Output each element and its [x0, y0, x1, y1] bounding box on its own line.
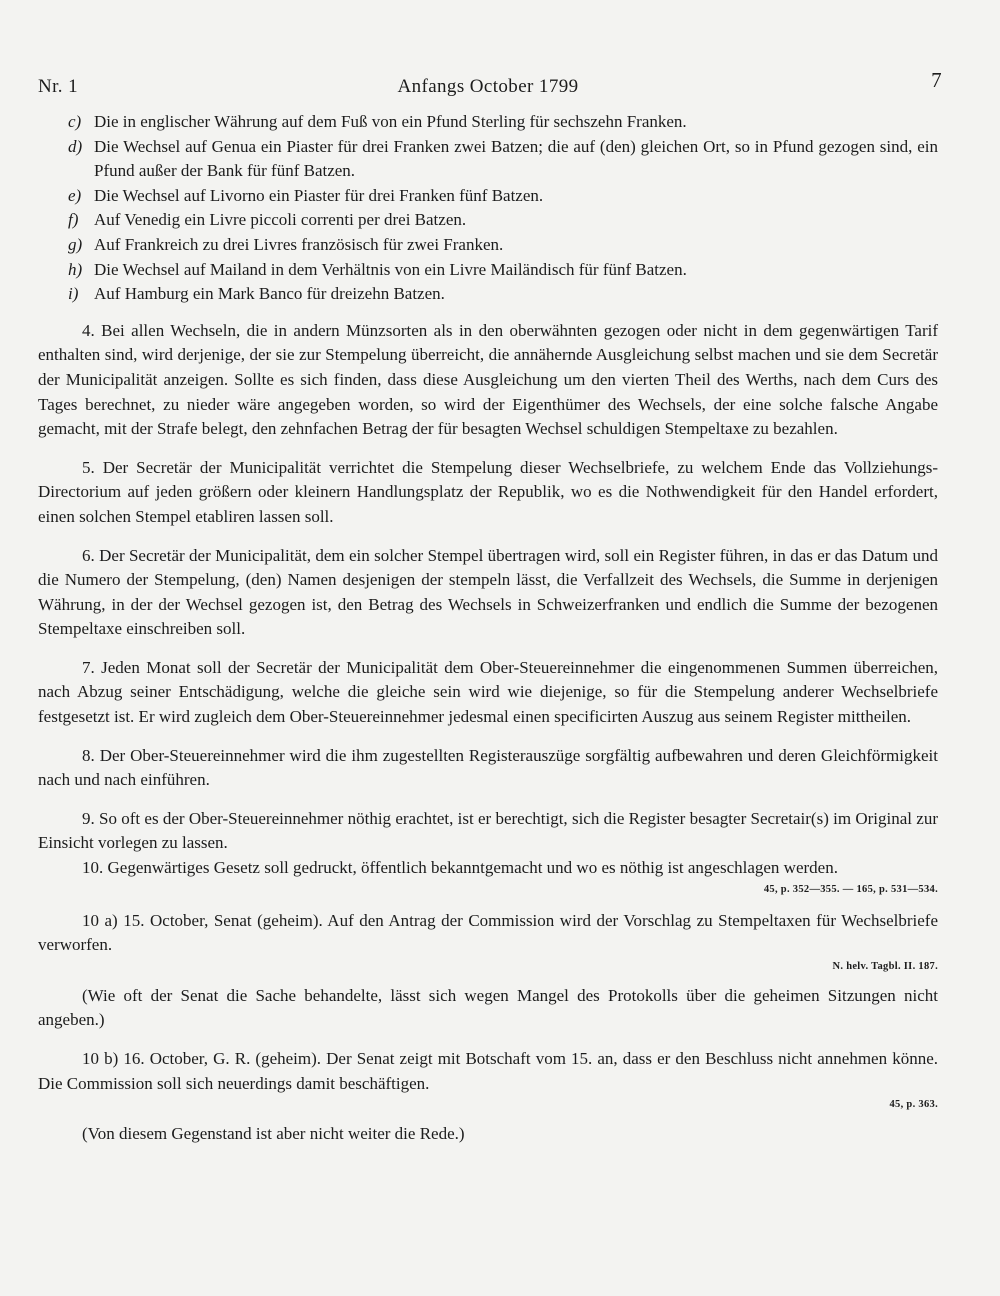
list-item-text: Die in englischer Währung auf dem Fuß von ein Pfund Sterling für sechszehn Franken. [94, 112, 687, 131]
list-item-text: Die Wechsel auf Livorno ein Piaster für drei Franken fünf Batzen. [94, 185, 544, 205]
list-item-text: Auf Frankreich zu drei Livres französisch für zwei Franken. [94, 234, 504, 254]
list-marker: d) [68, 136, 83, 156]
paragraph-9: 9. So oft es der Ober-Steuereinnehmer nöthig erachtet, ist er berechtigt, sich die Register besagter Secretair(s) im Original zur Einsicht vorlegen zu lassen. [38, 808, 938, 853]
list-marker: h) [68, 259, 83, 279]
tariff-list [38, 110, 938, 307]
document-page [38, 68, 942, 1147]
source-reference: 45, p. 363. [889, 1099, 938, 1111]
paragraph-5: 5. Der Secretär der Municipalität verrichtet die Stempelung dieser Wechselbriefe, zu welchem Ende das Vollziehungs-Directorium auf jeden größern oder kleinern Handlungsplatz der Republik, wo es die Nothwendigkeit für den Handel erfordert, einen solchen Stempel etabliren lassen soll. [38, 457, 938, 526]
document-number: Nr. 1 [38, 76, 78, 97]
paragraph-10b-block [38, 1047, 938, 1110]
list-item [38, 110, 938, 135]
page-number: 7 [931, 68, 942, 92]
list-item [38, 258, 938, 283]
list-item-text: Die Wechsel auf Genua ein Piaster für drei Franken zwei Batzen; die auf (den) gleichen Ort, so in Pfund gezogen sind, ein Pfund außer der Bank für fünf Batzen. [94, 136, 938, 181]
list-marker: i) [68, 284, 79, 304]
paragraph-10b: 10 b) 16. October, G. R. (geheim). Der Senat zeigt mit Botschaft vom 15. an, dass er den Beschluss nicht annehmen könne. Die Commission soll sich neuerdings damit beschäftigen. [38, 1049, 938, 1093]
source-reference: 45, p. 352—355. — 165, p. 531—534. [763, 883, 938, 895]
paragraph-8: 8. Der Ober-Steuereinnehmer wird die ihm zugestellten Registerauszüge sorgfältig aufbewahren und deren Gleichförmigkeit nach und nach einführen. [38, 745, 938, 790]
list-item [38, 282, 938, 307]
paragraph-10a-note: (Wie oft der Senat die Sache behandelte, lässt sich wegen Mangel des Protokolls über die geheimen Sitzungen nicht angeben.) [38, 985, 938, 1030]
paragraph-7: 7. Jeden Monat soll der Secretär der Municipalität dem Ober-Steuereinnehmer die eingenommenen Summen überreichen, nach Abzug seiner Entschädigung, welche die gleiche sein wird wie diejenige, so für die Stempelung anderer Wechselbriefe festgesetzt ist. Er wird zugleich dem Ober-Steuereinnehmer jedesmal einen specificirten Auszug aus seinem Register mittheilen. [38, 657, 938, 727]
list-marker: e) [68, 185, 82, 205]
list-item-text: Die Wechsel auf Mailand in dem Verhältnis von ein Livre Mailändisch für fünf Batzen. [94, 259, 687, 279]
list-item [38, 208, 938, 233]
list-marker: f) [68, 210, 79, 230]
source-reference: N. helv. Tagbl. II. 187. [832, 960, 938, 972]
paragraph-10a: 10 a) 15. October, Senat (geheim). Auf den Antrag der Commission wird der Vorschlag zu Stempeltaxen für Wechselbriefe verworfen. [38, 910, 938, 955]
running-head [38, 68, 942, 104]
list-item [38, 233, 938, 258]
paragraph-4: 4. Bei allen Wechseln, die in andern Münzsorten als in den oberwähnten gezogen oder nicht in dem gegenwärtigen Tarif enthalten sind, wird derjenige, der sie zur Stempelung überreicht, die annähernde Ausgleichung selbst machen und sie dem Secretär der Municipalität anzeigen. Sollte es sich finden, dass diese Ausgleichung um den vierten Theil des Werths, nach dem Curs des Tages berechnet, zu nieder wäre angegeben worden, so wird der Eigenthümer des Wechsels, der eine solche falsche Angabe gemacht, mit der Strafe belegt, den zehnfachen Betrag der für besagten Wechsel schuldigen Stempeltaxe zu bezahlen. [38, 320, 938, 439]
paragraph-6: 6. Der Secretär der Municipalität, dem ein solcher Stempel übertragen wird, soll ein Register führen, in das er das Datum und die Numero der Stempelung, (den) Namen desjenigen der stempeln lässt, die Verfallzeit des Wechsels, die Summe in derjenigen Währung, in der der Wechsel gezogen ist, den Betrag des Wechsels in Schweizerfranken und endlich die Summe der bezogenen Stempeltaxe einschreiben soll. [38, 545, 938, 639]
paragraph-10-block [38, 856, 938, 895]
paragraph-10b-note: (Von diesem Gegenstand ist aber nicht weiter die Rede.) [82, 1124, 465, 1144]
paragraph-10: 10. Gegenwärtiges Gesetz soll gedruckt, öffentlich bekanntgemacht und wo es nöthig ist angeschlagen werden. [82, 858, 838, 878]
list-marker: g) [68, 234, 83, 254]
paragraph-10a-block [38, 909, 938, 972]
list-item [38, 135, 938, 184]
page-heading: Anfangs October 1799 [397, 76, 579, 97]
list-item-text: Auf Venedig ein Livre piccoli correnti per drei Batzen. [94, 210, 467, 230]
list-item [38, 184, 938, 209]
list-item-text: Auf Hamburg ein Mark Banco für dreizehn Batzen. [94, 284, 445, 304]
list-marker: c) [68, 112, 82, 131]
